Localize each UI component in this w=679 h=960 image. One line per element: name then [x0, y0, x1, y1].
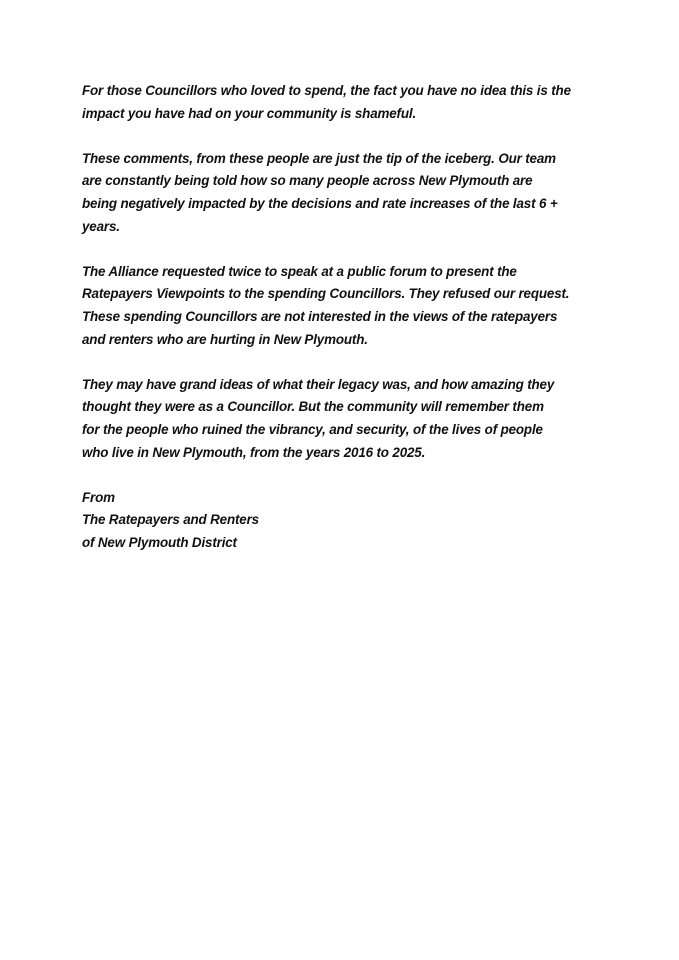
paragraph-line: Ratepayers Viewpoints to the spending Councillors. They refused our request.: [82, 286, 570, 302]
signature-line-2: of New Plymouth District: [82, 534, 237, 550]
paragraph-line: impact you have had on your community is shameful.: [82, 105, 417, 121]
paragraph-1: [82, 80, 612, 125]
paragraph-line: The Alliance requested twice to speak at a public forum to present the: [82, 263, 517, 279]
paragraph-3: [82, 261, 612, 351]
paragraph-line: being negatively impacted by the decisions and rate increases of the last 6 +: [82, 195, 558, 211]
paragraph-line: For those Councillors who loved to spend, the fact you have no idea this is the: [82, 83, 571, 98]
paragraph-line: These comments, from these people are just the tip of the iceberg. Our team: [82, 150, 556, 166]
signature-line-1: The Ratepayers and Renters: [82, 512, 259, 528]
paragraph-2: [82, 148, 612, 238]
paragraph-line: thought they were as a Councillor. But the community will remember them: [82, 399, 544, 415]
document-page: [82, 80, 612, 577]
signature-block: [82, 487, 612, 555]
paragraph-line: years.: [82, 218, 120, 234]
paragraph-line: They may have grand ideas of what their legacy was, and how amazing they: [82, 376, 555, 392]
paragraph-line: for the people who ruined the vibrancy, and security, of the lives of people: [82, 421, 543, 437]
paragraph-line: and renters who are hurting in New Plymouth.: [82, 331, 368, 347]
paragraph-4: [82, 374, 612, 464]
paragraph-line: who live in New Plymouth, from the years 2016 to 2025.: [82, 444, 426, 460]
paragraph-line: are constantly being told how so many people across New Plymouth are: [82, 173, 533, 189]
paragraph-line: These spending Councillors are not interested in the views of the ratepayers: [82, 308, 558, 324]
signature-from: From: [82, 489, 115, 505]
